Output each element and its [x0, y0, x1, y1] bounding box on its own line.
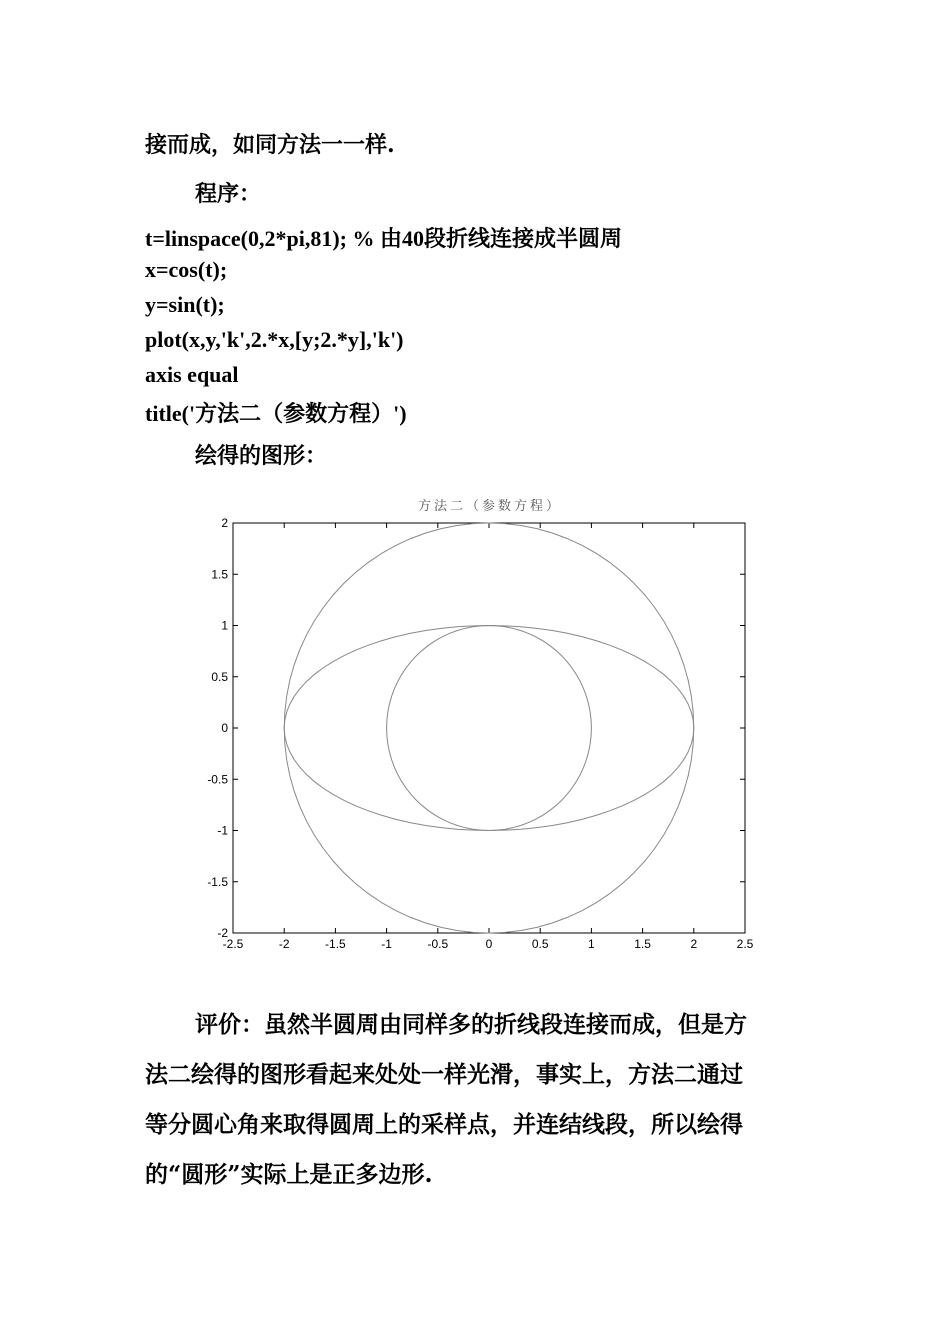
series-line-1 — [387, 626, 592, 831]
paragraph-line-3: 等分圆心角来取得圆周上的采样点，并连结线段，所以绘得 — [145, 1111, 743, 1138]
chart — [195, 490, 765, 960]
x-tick-label: -2.5 — [222, 937, 244, 951]
text-line-1: 接而成，如同方法一一样. — [145, 132, 395, 158]
y-tick-label: 1.5 — [211, 567, 228, 582]
y-tick-label: -2 — [217, 926, 228, 940]
x-tick-label: -0.5 — [427, 937, 449, 951]
code-line-3: y=sin(t); — [145, 292, 225, 317]
series-line-3 — [284, 523, 694, 933]
x-tick-label: 1.5 — [634, 937, 651, 951]
x-tick-label: 2.5 — [736, 937, 754, 951]
code-line-2: x=cos(t); — [145, 257, 228, 282]
paragraph-line-2: 法二绘得的图形看起来处处一样光滑，事实上，方法二通过 — [145, 1061, 743, 1088]
y-tick-label: -1.5 — [207, 874, 228, 889]
x-tick-label: -1.5 — [325, 937, 346, 951]
y-tick-label: 0 — [221, 721, 228, 735]
x-tick-label: -1 — [381, 937, 392, 951]
x-tick-label: -2 — [278, 937, 290, 951]
program-heading: 程序： — [195, 181, 262, 207]
x-tick-label: 1 — [588, 937, 595, 951]
plot-frame — [233, 523, 745, 933]
y-tick-label: 2 — [221, 516, 228, 530]
y-tick-label: 0.5 — [211, 669, 228, 684]
figure-intro: 绘得的图形： — [195, 443, 328, 469]
y-tick-label: -0.5 — [207, 772, 228, 787]
code-line-4: plot(x,y,'k',2.*x,[y;2.*y],'k') — [145, 327, 404, 352]
code-line-5: axis equal — [145, 362, 239, 387]
paragraph-line-1: 评价：虽然半圆周由同样多的折线段连接而成，但是方 — [195, 1011, 747, 1038]
x-tick-label: 2 — [690, 937, 698, 951]
code-line-6: title('方法二（参数方程）') — [145, 401, 407, 426]
y-tick-label: -1 — [217, 823, 228, 838]
series-line-2 — [284, 626, 694, 831]
evaluation-paragraph — [145, 1000, 810, 1200]
paragraph-line-4: 的“圆形”实际上是正多边形. — [145, 1161, 433, 1188]
x-tick-label: 0 — [485, 937, 493, 951]
x-tick-label: 0.5 — [531, 937, 549, 951]
y-tick-label: 1 — [221, 618, 228, 633]
chart-title: 方法二（参数方程） — [417, 498, 563, 513]
code-line-1: t=linspace(0,2*pi,81); % 由40段折线连接成半圆周 — [145, 226, 622, 251]
